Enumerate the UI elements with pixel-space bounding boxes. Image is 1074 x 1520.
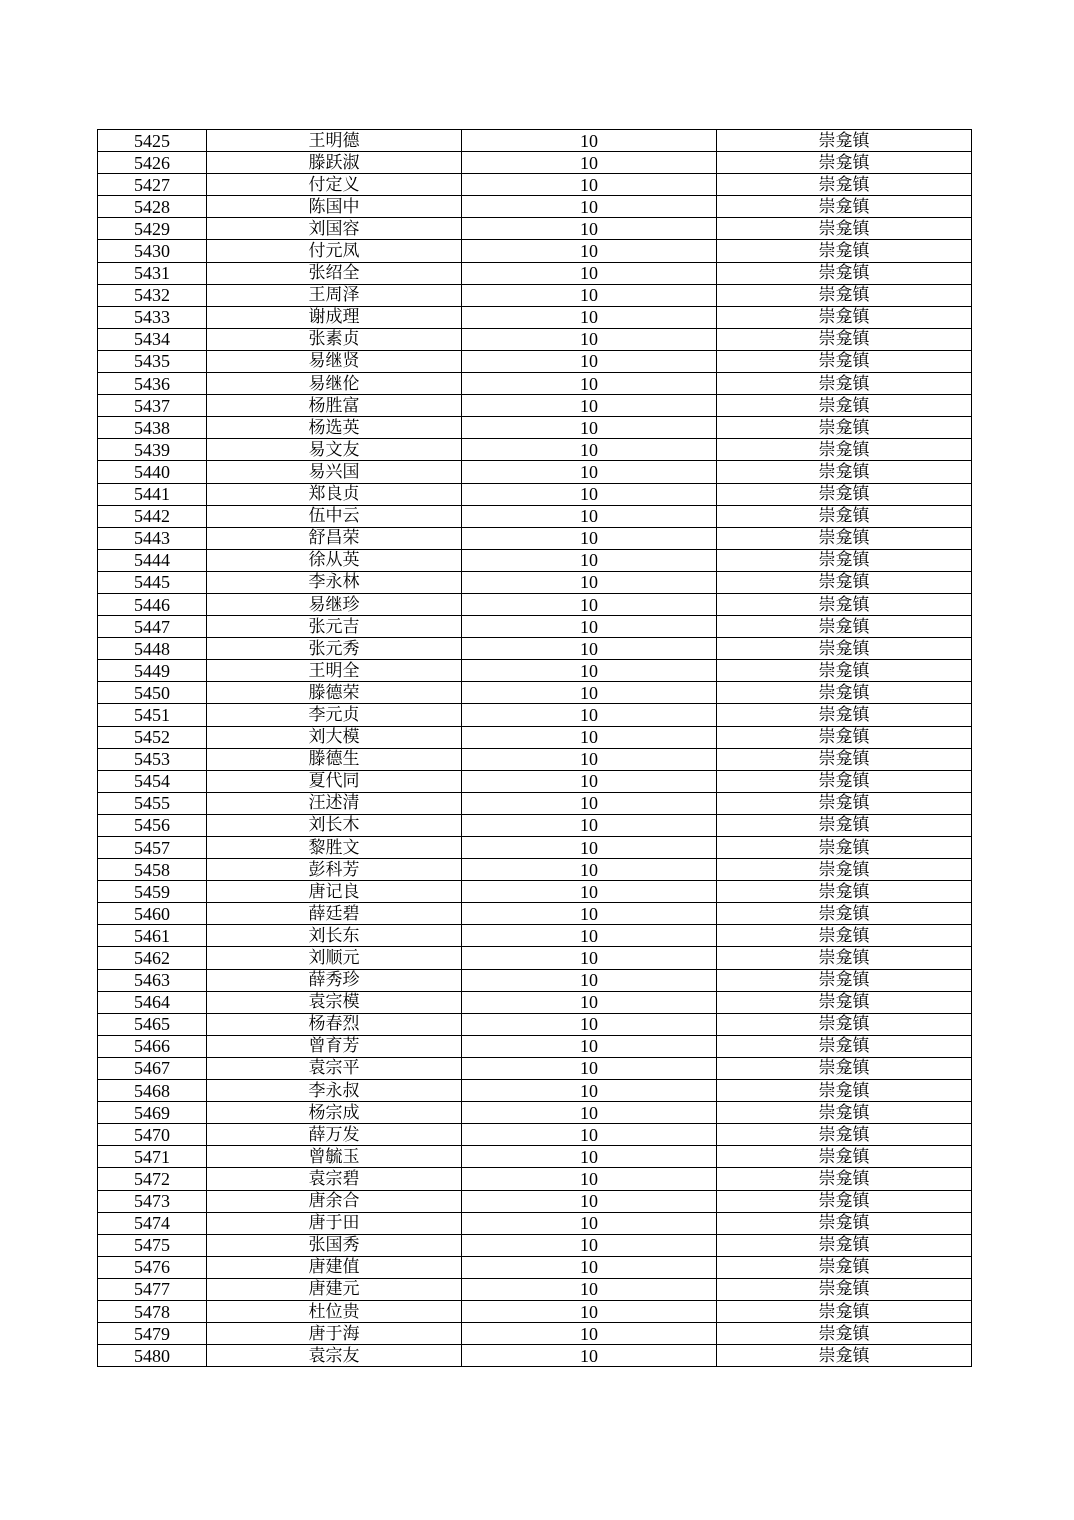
person-name-cell: 谢成理 xyxy=(207,306,462,328)
town-cell: 崇龛镇 xyxy=(717,373,972,395)
town-cell: 崇龛镇 xyxy=(717,947,972,969)
row-number-cell: 5451 xyxy=(98,704,207,726)
row-number-cell: 5476 xyxy=(98,1256,207,1278)
person-name-cell: 夏代同 xyxy=(207,770,462,792)
person-name-cell: 汪述清 xyxy=(207,792,462,814)
town-cell: 崇龛镇 xyxy=(717,1212,972,1234)
town-cell: 崇龛镇 xyxy=(717,1168,972,1190)
row-number-cell: 5444 xyxy=(98,549,207,571)
amount-cell: 10 xyxy=(462,240,717,262)
amount-cell: 10 xyxy=(462,947,717,969)
table-row xyxy=(98,903,972,925)
row-number-cell: 5427 xyxy=(98,174,207,196)
town-cell: 崇龛镇 xyxy=(717,483,972,505)
row-number-cell: 5460 xyxy=(98,903,207,925)
person-name-cell: 唐建值 xyxy=(207,1256,462,1278)
row-number-cell: 5450 xyxy=(98,682,207,704)
table-row xyxy=(98,1345,972,1367)
table-row xyxy=(98,660,972,682)
town-cell: 崇龛镇 xyxy=(717,660,972,682)
amount-cell: 10 xyxy=(462,483,717,505)
person-name-cell: 滕跃淑 xyxy=(207,152,462,174)
town-cell: 崇龛镇 xyxy=(717,859,972,881)
town-cell: 崇龛镇 xyxy=(717,1256,972,1278)
amount-cell: 10 xyxy=(462,196,717,218)
row-number-cell: 5466 xyxy=(98,1035,207,1057)
town-cell: 崇龛镇 xyxy=(717,1035,972,1057)
table-row xyxy=(98,439,972,461)
town-cell: 崇龛镇 xyxy=(717,969,972,991)
amount-cell: 10 xyxy=(462,660,717,682)
table-row xyxy=(98,991,972,1013)
row-number-cell: 5448 xyxy=(98,638,207,660)
town-cell: 崇龛镇 xyxy=(717,1234,972,1256)
table-row xyxy=(98,350,972,372)
amount-cell: 10 xyxy=(462,1013,717,1035)
person-name-cell: 徐从英 xyxy=(207,549,462,571)
person-name-cell: 杨选英 xyxy=(207,417,462,439)
table-row xyxy=(98,814,972,836)
amount-cell: 10 xyxy=(462,1168,717,1190)
table-row xyxy=(98,792,972,814)
amount-cell: 10 xyxy=(462,1212,717,1234)
town-cell: 崇龛镇 xyxy=(717,284,972,306)
person-name-cell: 薛万发 xyxy=(207,1124,462,1146)
person-name-cell: 陈国中 xyxy=(207,196,462,218)
town-cell: 崇龛镇 xyxy=(717,417,972,439)
amount-cell: 10 xyxy=(462,130,717,152)
table-row xyxy=(98,1057,972,1079)
amount-cell: 10 xyxy=(462,373,717,395)
person-name-cell: 袁宗友 xyxy=(207,1345,462,1367)
amount-cell: 10 xyxy=(462,350,717,372)
table-row xyxy=(98,969,972,991)
row-number-cell: 5440 xyxy=(98,461,207,483)
person-name-cell: 李元贞 xyxy=(207,704,462,726)
table-row xyxy=(98,616,972,638)
person-name-cell: 伍中云 xyxy=(207,505,462,527)
amount-cell: 10 xyxy=(462,969,717,991)
row-number-cell: 5433 xyxy=(98,306,207,328)
amount-cell: 10 xyxy=(462,1300,717,1322)
row-number-cell: 5441 xyxy=(98,483,207,505)
town-cell: 崇龛镇 xyxy=(717,814,972,836)
person-name-cell: 易文友 xyxy=(207,439,462,461)
table-row xyxy=(98,1013,972,1035)
table-row xyxy=(98,925,972,947)
row-number-cell: 5428 xyxy=(98,196,207,218)
row-number-cell: 5477 xyxy=(98,1278,207,1300)
row-number-cell: 5465 xyxy=(98,1013,207,1035)
town-cell: 崇龛镇 xyxy=(717,1190,972,1212)
row-number-cell: 5425 xyxy=(98,130,207,152)
row-number-cell: 5479 xyxy=(98,1323,207,1345)
table-row xyxy=(98,571,972,593)
amount-cell: 10 xyxy=(462,1323,717,1345)
row-number-cell: 5426 xyxy=(98,152,207,174)
roster-table-body xyxy=(98,130,972,1367)
row-number-cell: 5438 xyxy=(98,417,207,439)
amount-cell: 10 xyxy=(462,903,717,925)
row-number-cell: 5478 xyxy=(98,1300,207,1322)
row-number-cell: 5431 xyxy=(98,262,207,284)
table-row xyxy=(98,1124,972,1146)
person-name-cell: 李永叔 xyxy=(207,1080,462,1102)
table-row xyxy=(98,859,972,881)
table-row xyxy=(98,704,972,726)
table-row xyxy=(98,726,972,748)
table-row xyxy=(98,1190,972,1212)
town-cell: 崇龛镇 xyxy=(717,1300,972,1322)
amount-cell: 10 xyxy=(462,859,717,881)
person-name-cell: 王周泽 xyxy=(207,284,462,306)
table-row xyxy=(98,881,972,903)
table-row xyxy=(98,417,972,439)
table-row xyxy=(98,638,972,660)
town-cell: 崇龛镇 xyxy=(717,770,972,792)
person-name-cell: 付定义 xyxy=(207,174,462,196)
amount-cell: 10 xyxy=(462,1345,717,1367)
row-number-cell: 5456 xyxy=(98,814,207,836)
town-cell: 崇龛镇 xyxy=(717,748,972,770)
amount-cell: 10 xyxy=(462,395,717,417)
row-number-cell: 5443 xyxy=(98,527,207,549)
row-number-cell: 5464 xyxy=(98,991,207,1013)
amount-cell: 10 xyxy=(462,682,717,704)
town-cell: 崇龛镇 xyxy=(717,549,972,571)
town-cell: 崇龛镇 xyxy=(717,395,972,417)
table-row xyxy=(98,461,972,483)
town-cell: 崇龛镇 xyxy=(717,1102,972,1124)
person-name-cell: 张国秀 xyxy=(207,1234,462,1256)
amount-cell: 10 xyxy=(462,505,717,527)
amount-cell: 10 xyxy=(462,925,717,947)
town-cell: 崇龛镇 xyxy=(717,837,972,859)
row-number-cell: 5457 xyxy=(98,837,207,859)
row-number-cell: 5467 xyxy=(98,1057,207,1079)
person-name-cell: 薛廷碧 xyxy=(207,903,462,925)
amount-cell: 10 xyxy=(462,837,717,859)
town-cell: 崇龛镇 xyxy=(717,439,972,461)
person-name-cell: 滕德荣 xyxy=(207,682,462,704)
amount-cell: 10 xyxy=(462,638,717,660)
row-number-cell: 5432 xyxy=(98,284,207,306)
town-cell: 崇龛镇 xyxy=(717,638,972,660)
table-row xyxy=(98,130,972,152)
table-row xyxy=(98,262,972,284)
table-row xyxy=(98,837,972,859)
row-number-cell: 5435 xyxy=(98,350,207,372)
person-name-cell: 袁宗模 xyxy=(207,991,462,1013)
row-number-cell: 5471 xyxy=(98,1146,207,1168)
person-name-cell: 袁宗平 xyxy=(207,1057,462,1079)
row-number-cell: 5455 xyxy=(98,792,207,814)
row-number-cell: 5442 xyxy=(98,505,207,527)
town-cell: 崇龛镇 xyxy=(717,240,972,262)
town-cell: 崇龛镇 xyxy=(717,1013,972,1035)
table-row xyxy=(98,1168,972,1190)
amount-cell: 10 xyxy=(462,593,717,615)
table-row xyxy=(98,306,972,328)
row-number-cell: 5462 xyxy=(98,947,207,969)
town-cell: 崇龛镇 xyxy=(717,593,972,615)
row-number-cell: 5468 xyxy=(98,1080,207,1102)
table-row xyxy=(98,1146,972,1168)
person-name-cell: 唐于海 xyxy=(207,1323,462,1345)
person-name-cell: 刘长东 xyxy=(207,925,462,947)
town-cell: 崇龛镇 xyxy=(717,1057,972,1079)
person-name-cell: 唐建元 xyxy=(207,1278,462,1300)
row-number-cell: 5475 xyxy=(98,1234,207,1256)
table-row xyxy=(98,1102,972,1124)
town-cell: 崇龛镇 xyxy=(717,461,972,483)
amount-cell: 10 xyxy=(462,704,717,726)
row-number-cell: 5461 xyxy=(98,925,207,947)
table-row xyxy=(98,1323,972,1345)
row-number-cell: 5434 xyxy=(98,328,207,350)
amount-cell: 10 xyxy=(462,218,717,240)
row-number-cell: 5469 xyxy=(98,1102,207,1124)
person-name-cell: 唐于田 xyxy=(207,1212,462,1234)
table-row xyxy=(98,549,972,571)
person-name-cell: 李永林 xyxy=(207,571,462,593)
person-name-cell: 滕德生 xyxy=(207,748,462,770)
person-name-cell: 张绍全 xyxy=(207,262,462,284)
amount-cell: 10 xyxy=(462,1146,717,1168)
person-name-cell: 刘大模 xyxy=(207,726,462,748)
amount-cell: 10 xyxy=(462,571,717,593)
amount-cell: 10 xyxy=(462,262,717,284)
amount-cell: 10 xyxy=(462,527,717,549)
town-cell: 崇龛镇 xyxy=(717,903,972,925)
row-number-cell: 5459 xyxy=(98,881,207,903)
table-row xyxy=(98,1234,972,1256)
amount-cell: 10 xyxy=(462,1256,717,1278)
town-cell: 崇龛镇 xyxy=(717,196,972,218)
town-cell: 崇龛镇 xyxy=(717,792,972,814)
amount-cell: 10 xyxy=(462,616,717,638)
town-cell: 崇龛镇 xyxy=(717,130,972,152)
town-cell: 崇龛镇 xyxy=(717,328,972,350)
person-name-cell: 黎胜文 xyxy=(207,837,462,859)
amount-cell: 10 xyxy=(462,1057,717,1079)
row-number-cell: 5449 xyxy=(98,660,207,682)
town-cell: 崇龛镇 xyxy=(717,218,972,240)
row-number-cell: 5473 xyxy=(98,1190,207,1212)
table-row xyxy=(98,483,972,505)
person-name-cell: 刘国容 xyxy=(207,218,462,240)
town-cell: 崇龛镇 xyxy=(717,704,972,726)
amount-cell: 10 xyxy=(462,1190,717,1212)
table-row xyxy=(98,947,972,969)
town-cell: 崇龛镇 xyxy=(717,1124,972,1146)
table-row xyxy=(98,1080,972,1102)
person-name-cell: 舒昌荣 xyxy=(207,527,462,549)
amount-cell: 10 xyxy=(462,1124,717,1146)
row-number-cell: 5429 xyxy=(98,218,207,240)
table-row xyxy=(98,1300,972,1322)
town-cell: 崇龛镇 xyxy=(717,1323,972,1345)
amount-cell: 10 xyxy=(462,1234,717,1256)
person-name-cell: 易继珍 xyxy=(207,593,462,615)
row-number-cell: 5436 xyxy=(98,373,207,395)
table-row xyxy=(98,395,972,417)
amount-cell: 10 xyxy=(462,1035,717,1057)
row-number-cell: 5437 xyxy=(98,395,207,417)
person-name-cell: 易继伦 xyxy=(207,373,462,395)
town-cell: 崇龛镇 xyxy=(717,881,972,903)
row-number-cell: 5463 xyxy=(98,969,207,991)
row-number-cell: 5474 xyxy=(98,1212,207,1234)
amount-cell: 10 xyxy=(462,770,717,792)
person-name-cell: 王明全 xyxy=(207,660,462,682)
row-number-cell: 5447 xyxy=(98,616,207,638)
person-name-cell: 薛秀珍 xyxy=(207,969,462,991)
roster-table xyxy=(97,129,972,1367)
row-number-cell: 5430 xyxy=(98,240,207,262)
table-row xyxy=(98,770,972,792)
town-cell: 崇龛镇 xyxy=(717,571,972,593)
amount-cell: 10 xyxy=(462,549,717,571)
table-row xyxy=(98,748,972,770)
person-name-cell: 杜位贵 xyxy=(207,1300,462,1322)
person-name-cell: 张元吉 xyxy=(207,616,462,638)
table-row xyxy=(98,218,972,240)
table-row xyxy=(98,1256,972,1278)
amount-cell: 10 xyxy=(462,814,717,836)
row-number-cell: 5480 xyxy=(98,1345,207,1367)
amount-cell: 10 xyxy=(462,306,717,328)
amount-cell: 10 xyxy=(462,152,717,174)
town-cell: 崇龛镇 xyxy=(717,350,972,372)
row-number-cell: 5452 xyxy=(98,726,207,748)
table-row xyxy=(98,1035,972,1057)
person-name-cell: 张元秀 xyxy=(207,638,462,660)
town-cell: 崇龛镇 xyxy=(717,925,972,947)
person-name-cell: 王明德 xyxy=(207,130,462,152)
town-cell: 崇龛镇 xyxy=(717,527,972,549)
person-name-cell: 彭科芳 xyxy=(207,859,462,881)
table-row xyxy=(98,1212,972,1234)
table-row xyxy=(98,682,972,704)
row-number-cell: 5470 xyxy=(98,1124,207,1146)
town-cell: 崇龛镇 xyxy=(717,616,972,638)
town-cell: 崇龛镇 xyxy=(717,262,972,284)
amount-cell: 10 xyxy=(462,991,717,1013)
town-cell: 崇龛镇 xyxy=(717,1146,972,1168)
town-cell: 崇龛镇 xyxy=(717,1080,972,1102)
town-cell: 崇龛镇 xyxy=(717,1278,972,1300)
amount-cell: 10 xyxy=(462,881,717,903)
amount-cell: 10 xyxy=(462,726,717,748)
table-row xyxy=(98,527,972,549)
amount-cell: 10 xyxy=(462,1102,717,1124)
amount-cell: 10 xyxy=(462,417,717,439)
amount-cell: 10 xyxy=(462,1278,717,1300)
table-row xyxy=(98,505,972,527)
person-name-cell: 杨胜富 xyxy=(207,395,462,417)
row-number-cell: 5439 xyxy=(98,439,207,461)
person-name-cell: 刘顺元 xyxy=(207,947,462,969)
person-name-cell: 唐余合 xyxy=(207,1190,462,1212)
town-cell: 崇龛镇 xyxy=(717,1345,972,1367)
table-row xyxy=(98,240,972,262)
amount-cell: 10 xyxy=(462,439,717,461)
person-name-cell: 易兴国 xyxy=(207,461,462,483)
person-name-cell: 曾育芳 xyxy=(207,1035,462,1057)
town-cell: 崇龛镇 xyxy=(717,306,972,328)
person-name-cell: 易继贤 xyxy=(207,350,462,372)
table-row xyxy=(98,152,972,174)
amount-cell: 10 xyxy=(462,461,717,483)
amount-cell: 10 xyxy=(462,174,717,196)
table-row xyxy=(98,196,972,218)
town-cell: 崇龛镇 xyxy=(717,152,972,174)
town-cell: 崇龛镇 xyxy=(717,726,972,748)
table-row xyxy=(98,284,972,306)
person-name-cell: 郑良贞 xyxy=(207,483,462,505)
person-name-cell: 杨春烈 xyxy=(207,1013,462,1035)
table-row xyxy=(98,1278,972,1300)
row-number-cell: 5446 xyxy=(98,593,207,615)
table-row xyxy=(98,593,972,615)
person-name-cell: 唐记良 xyxy=(207,881,462,903)
table-row xyxy=(98,174,972,196)
town-cell: 崇龛镇 xyxy=(717,682,972,704)
amount-cell: 10 xyxy=(462,1080,717,1102)
person-name-cell: 付元凤 xyxy=(207,240,462,262)
amount-cell: 10 xyxy=(462,748,717,770)
row-number-cell: 5445 xyxy=(98,571,207,593)
town-cell: 崇龛镇 xyxy=(717,991,972,1013)
table-row xyxy=(98,328,972,350)
person-name-cell: 曾毓玉 xyxy=(207,1146,462,1168)
row-number-cell: 5453 xyxy=(98,748,207,770)
person-name-cell: 袁宗碧 xyxy=(207,1168,462,1190)
amount-cell: 10 xyxy=(462,792,717,814)
town-cell: 崇龛镇 xyxy=(717,505,972,527)
row-number-cell: 5454 xyxy=(98,770,207,792)
person-name-cell: 张素贞 xyxy=(207,328,462,350)
table-row xyxy=(98,373,972,395)
person-name-cell: 刘长木 xyxy=(207,814,462,836)
amount-cell: 10 xyxy=(462,328,717,350)
amount-cell: 10 xyxy=(462,284,717,306)
person-name-cell: 杨宗成 xyxy=(207,1102,462,1124)
row-number-cell: 5472 xyxy=(98,1168,207,1190)
row-number-cell: 5458 xyxy=(98,859,207,881)
town-cell: 崇龛镇 xyxy=(717,174,972,196)
